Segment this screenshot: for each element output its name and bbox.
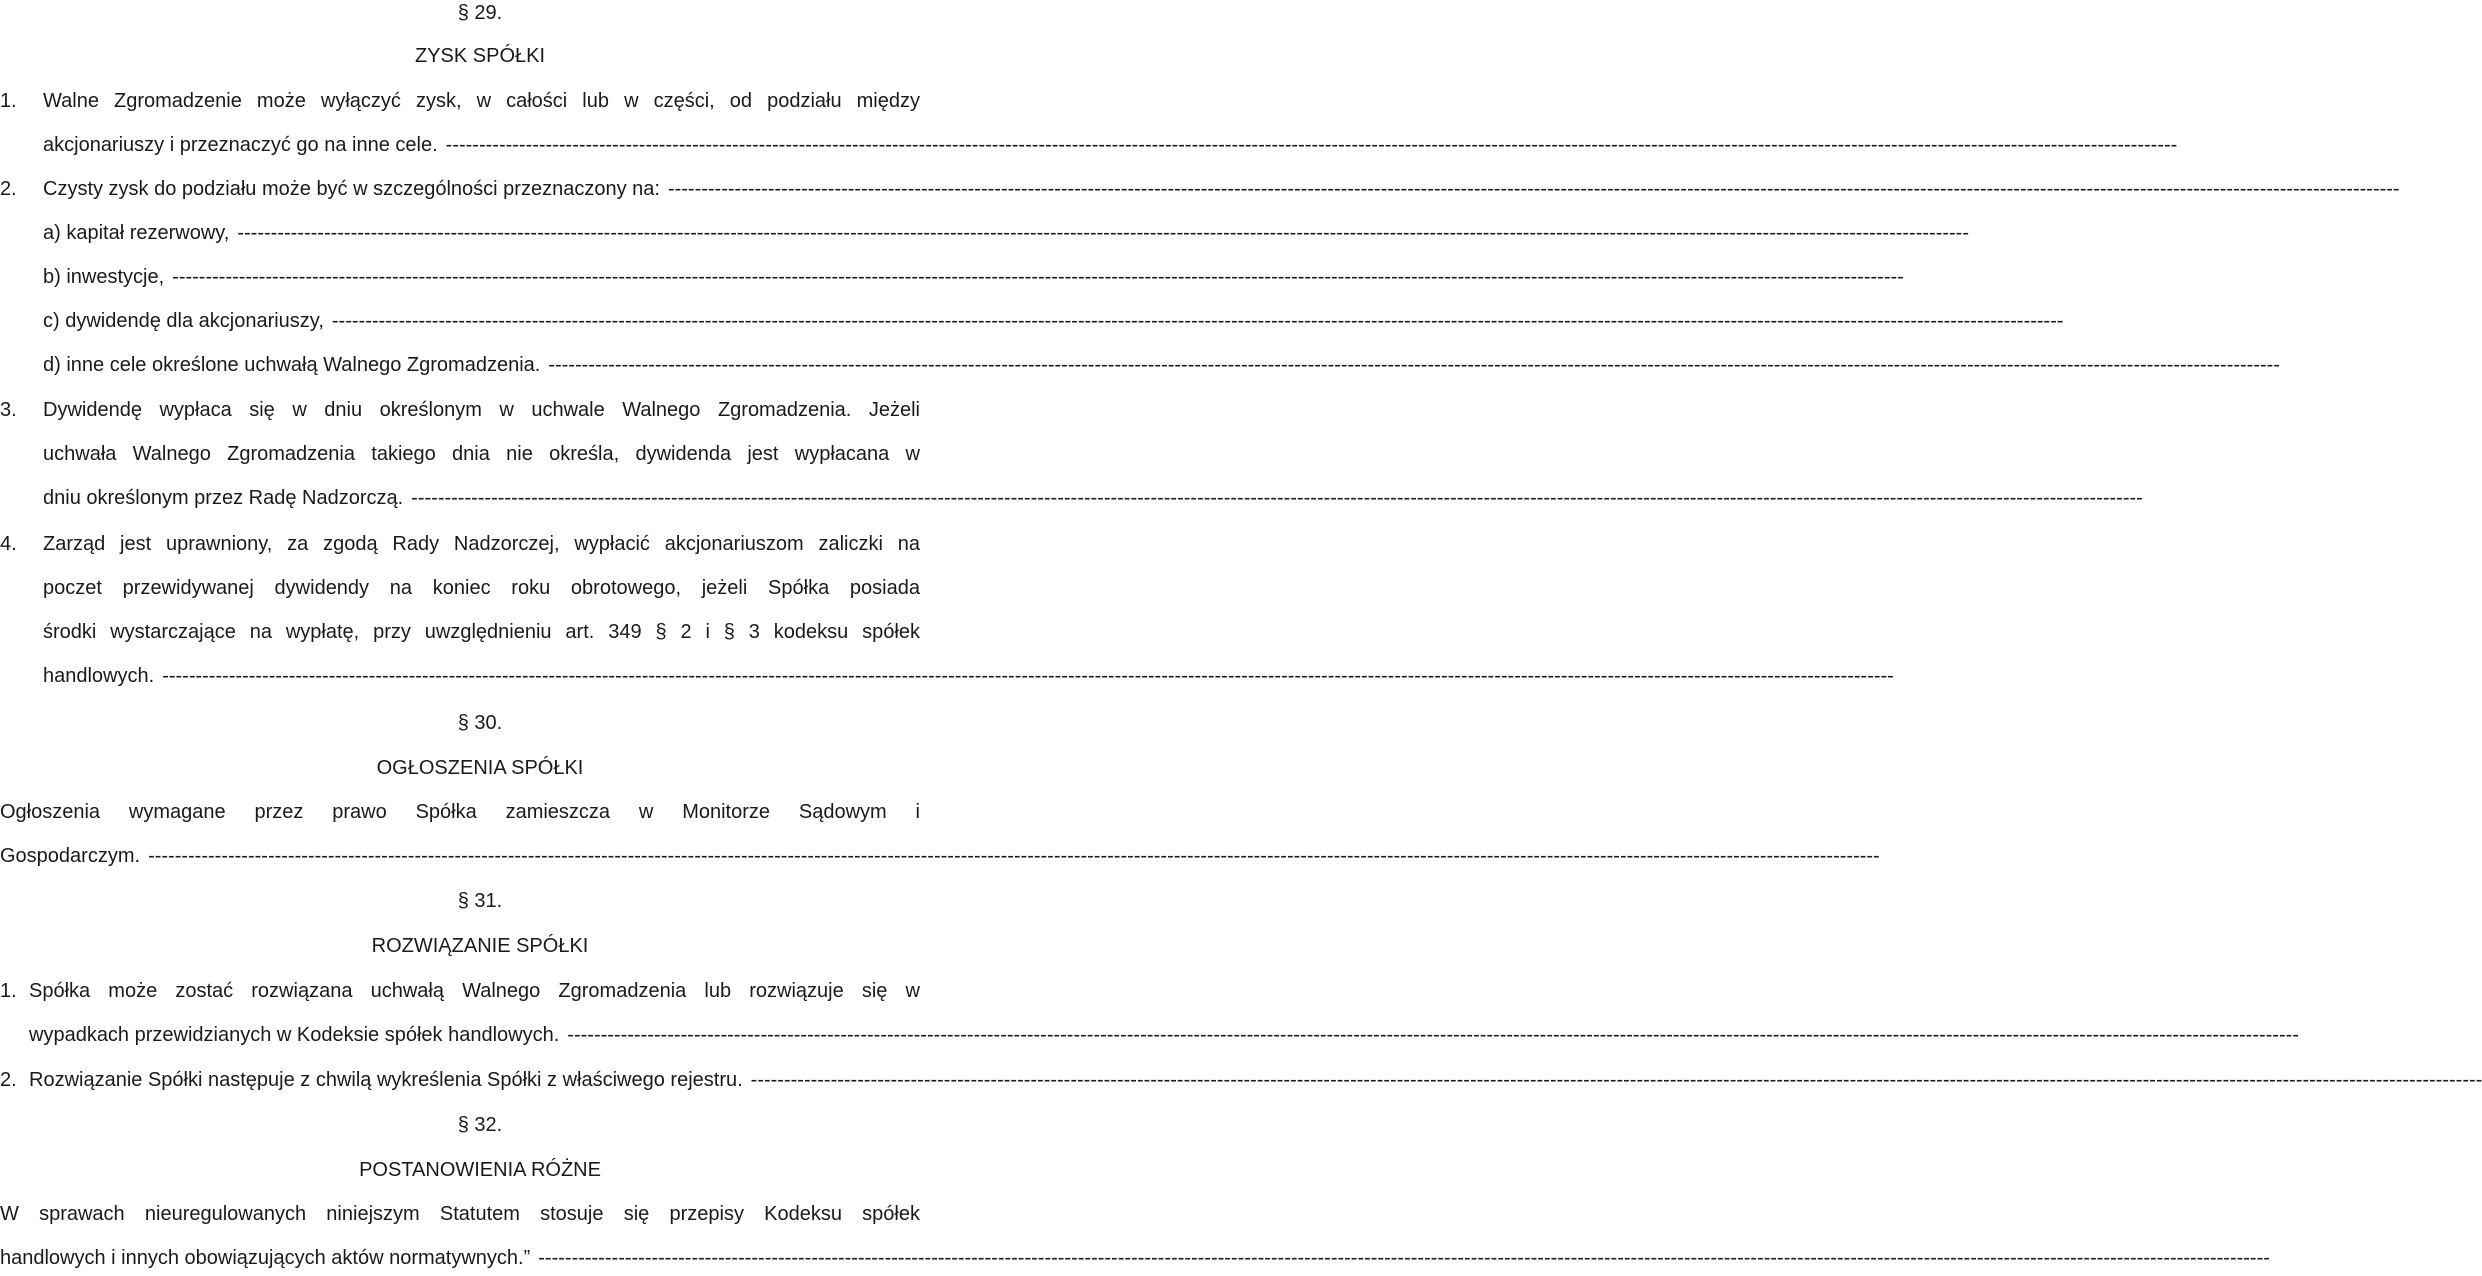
s29-p2-item-d (43, 352, 2280, 378)
s30-line2-text: Gospodarczym. (0, 845, 141, 867)
s29-p4-line2: poczet przewidywanej dywidendy na koniec roku obrotowego, jeżeli Spółka posiada (43, 577, 920, 599)
dash-filler: -------------------------------------------------------------------------------------------------------------------------------------------------------------------------------------------------------------------------------------------------------------------- (445, 134, 2178, 156)
section-31-title: ROZWIĄZANIE SPÓŁKI (371, 935, 589, 957)
s29-p3-line1: Dywidendę wypłaca się w dniu określonym w uchwale Walnego Zgromadzenia. Jeżeli (43, 399, 920, 421)
s30-line2 (0, 843, 1880, 869)
dash-filler: -------------------------------------------------------------------------------------------------------------------------------------------------------------------------------------------------------------------------------------------------------------------- (750, 1069, 2482, 1091)
section-30-title: OGŁOSZENIA SPÓŁKI (376, 757, 584, 779)
dash-filler: -------------------------------------------------------------------------------------------------------------------------------------------------------------------------------------------------------------------------------------------------------------------- (331, 310, 2064, 332)
s29-p1-number: 1. (0, 90, 17, 112)
s32-line2 (0, 1245, 2270, 1271)
s29-p2-line1 (43, 176, 2400, 202)
dash-filler: -------------------------------------------------------------------------------------------------------------------------------------------------------------------------------------------------------------------------------------------------------------------- (548, 354, 2280, 376)
s29-p1-line2-text: akcjonariuszy i przeznaczyć go na inne cele. (43, 134, 438, 156)
s29-p2-item-c-text: c) dywidendę dla akcjonariuszy, (43, 310, 324, 332)
s29-p4-line4-text: handlowych. (43, 665, 155, 687)
s29-p4-line3: środki wystarczające na wypłatę, przy uwzględnieniu art. 349 § 2 i § 3 kodeksu spółek (43, 621, 920, 643)
s31-p1-number: 1. (0, 980, 17, 1002)
s29-p4-line4 (43, 663, 1894, 689)
section-32-heading: § 32. (457, 1114, 503, 1136)
s31-p1-line2 (29, 1022, 2299, 1048)
s29-p4-line1: Zarząd jest uprawniony, za zgodą Rady Nadzorczej, wypłacić akcjonariuszom zaliczki na (43, 533, 920, 555)
s29-p2-item-b-text: b) inwestycje, (43, 266, 165, 288)
s32-line2-text: handlowych i innych obowiązujących aktów normatywnych.” (0, 1247, 531, 1269)
s31-p2-line1 (29, 1067, 2482, 1093)
dash-filler: -------------------------------------------------------------------------------------------------------------------------------------------------------------------------------------------------------------------------------------------------------------------- (538, 1247, 2270, 1269)
dash-filler: -------------------------------------------------------------------------------------------------------------------------------------------------------------------------------------------------------------------------------------------------------------------- (667, 178, 2400, 200)
s29-p1-line2 (43, 132, 2178, 158)
s29-p4-number: 4. (0, 533, 17, 555)
s31-p1-line1: Spółka może zostać rozwiązana uchwałą Walnego Zgromadzenia lub rozwiązuje się w (29, 980, 920, 1002)
s29-p2-item-a-text: a) kapitał rezerwowy, (43, 222, 230, 244)
s29-p2-item-c (43, 308, 2064, 334)
dash-filler: -------------------------------------------------------------------------------------------------------------------------------------------------------------------------------------------------------------------------------------------------------------------- (148, 845, 1880, 867)
s31-p2-number: 2. (0, 1069, 17, 1091)
s29-p2-item-d-text: d) inne cele określone uchwałą Walnego Zgromadzenia. (43, 354, 541, 376)
dash-filler: -------------------------------------------------------------------------------------------------------------------------------------------------------------------------------------------------------------------------------------------------------------------- (172, 266, 1904, 288)
section-29-heading: § 29. (457, 2, 503, 24)
dash-filler: -------------------------------------------------------------------------------------------------------------------------------------------------------------------------------------------------------------------------------------------------------------------- (411, 487, 2143, 509)
dash-filler: -------------------------------------------------------------------------------------------------------------------------------------------------------------------------------------------------------------------------------------------------------------------- (237, 222, 1969, 244)
s32-line1: W sprawach nieuregulowanych niniejszym Statutem stosuje się przepisy Kodeksu spółek (0, 1203, 920, 1225)
s31-p2-line1-text: Rozwiązanie Spółki następuje z chwilą wykreślenia Spółki z właściwego rejestru. (29, 1069, 743, 1091)
dash-filler: -------------------------------------------------------------------------------------------------------------------------------------------------------------------------------------------------------------------------------------------------------------------- (567, 1024, 2299, 1046)
section-32-title: POSTANOWIENIA RÓŻNE (359, 1159, 601, 1181)
s29-p3-number: 3. (0, 399, 17, 421)
s29-p2-line1-text: Czysty zysk do podziału może być w szczególności przeznaczony na: (43, 178, 660, 200)
s29-p3-line2: uchwała Walnego Zgromadzenia takiego dnia nie określa, dywidenda jest wypłacana w (43, 443, 920, 465)
s29-p1-line1: Walne Zgromadzenie może wyłączyć zysk, w całości lub w części, od podziału między (43, 90, 920, 112)
section-29-title: ZYSK SPÓŁKI (414, 45, 546, 67)
section-30-heading: § 30. (457, 712, 503, 734)
dash-filler: -------------------------------------------------------------------------------------------------------------------------------------------------------------------------------------------------------------------------------------------------------------------- (162, 665, 1894, 687)
s29-p3-line3 (43, 485, 2143, 511)
s29-p2-item-a (43, 220, 1969, 246)
s29-p2-item-b (43, 264, 1904, 290)
s29-p3-line3-text: dniu określonym przez Radę Nadzorczą. (43, 487, 404, 509)
s31-p1-line2-text: wypadkach przewidzianych w Kodeksie spółek handlowych. (29, 1024, 560, 1046)
s29-p2-number: 2. (0, 178, 17, 200)
s30-line1: Ogłoszenia wymagane przez prawo Spółka zamieszcza w Monitorze Sądowym i (0, 801, 920, 823)
section-31-heading: § 31. (457, 890, 503, 912)
